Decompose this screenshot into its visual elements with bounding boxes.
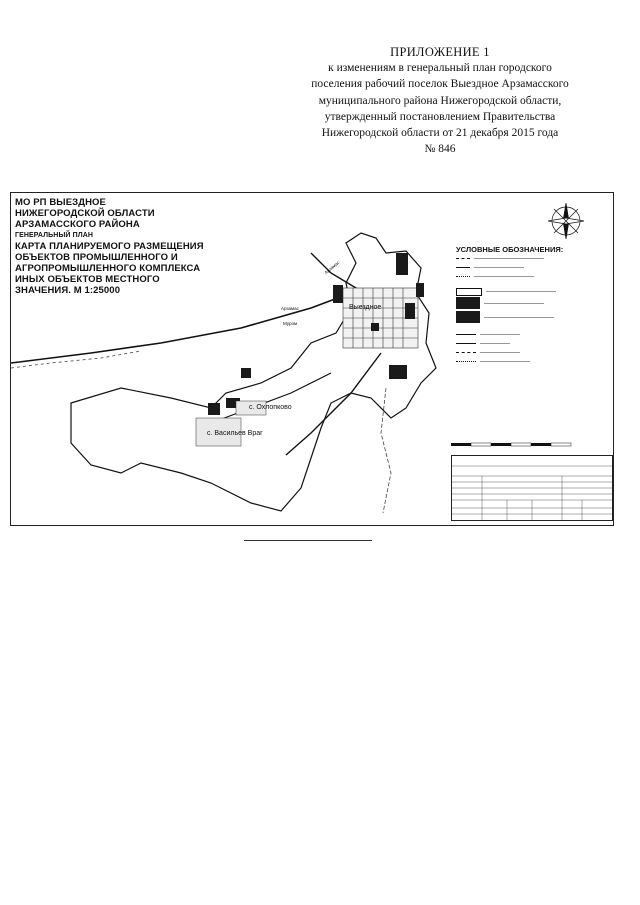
place-okhlopkovo: с. Охлопково	[249, 404, 292, 411]
header-line-3: муниципального района Нижегородской области,	[318, 94, 562, 107]
legend-row	[456, 263, 606, 272]
road-label-arzamas-2: Арзамас	[281, 306, 299, 311]
place-vyezdnoe: Выездное	[349, 304, 382, 311]
railway	[381, 388, 391, 513]
header-line-1: к изменениям в генеральный план городского	[328, 62, 552, 75]
title-block-stamp	[451, 455, 613, 521]
map-title-line: МО РП ВЫЕЗДНОЕ	[15, 197, 106, 208]
legend-row	[456, 296, 606, 310]
header-line-5: Нижегородской области от 21 декабря 2015 года	[321, 127, 559, 140]
road-south	[286, 353, 381, 455]
map-title-line: НИЖЕГОРОДСКОЙ ОБЛАСТИ	[15, 208, 155, 219]
road-label-murom: Муром	[283, 321, 298, 326]
appendix-header	[270, 44, 610, 157]
header-line-6: № 846	[424, 143, 456, 156]
map-title-line: АРЗАМАССКОГО РАЙОНА	[15, 219, 140, 230]
stamp-grid	[452, 456, 612, 520]
legend-row	[456, 254, 606, 263]
legend-row	[456, 330, 606, 339]
road-label-arzamas: Арзамас	[323, 259, 341, 276]
legend-row	[456, 310, 606, 324]
legend-row	[456, 357, 606, 366]
map-legend	[456, 245, 606, 366]
legend-row	[456, 287, 606, 296]
separator-line	[244, 540, 372, 541]
scale-bar	[451, 443, 571, 446]
map-title-line: ИНЫХ ОБЪЕКТОВ МЕСТНОГО	[15, 274, 160, 285]
appendix-title: ПРИЛОЖЕНИЕ 1	[390, 45, 490, 59]
map-subtitle: ГЕНЕРАЛЬНЫЙ ПЛАН	[15, 232, 94, 239]
legend-row	[456, 339, 606, 348]
map-title-line: КАРТА ПЛАНИРУЕМОГО РАЗМЕЩЕНИЯ	[15, 241, 204, 252]
header-line-4: утвержденный постановлением Правительства	[324, 110, 556, 123]
header-line-2: поселения рабочий поселок Выездное Арзамасского	[311, 78, 569, 91]
map-frame	[10, 192, 614, 526]
road-murom	[11, 293, 351, 363]
legend-row	[456, 348, 606, 357]
map-title-line: ЗНАЧЕНИЯ. М 1:25000	[15, 285, 121, 296]
place-vasiliev-vrag: с. Васильев Враг	[207, 430, 263, 437]
district-boundary	[11, 351, 141, 368]
map-title-line: АГРОПРОМЫШЛЕННОГО КОМПЛЕКСА	[15, 263, 201, 274]
compass-rose-icon	[548, 203, 584, 239]
map-title-line: ОБЪЕКТОВ ПРОМЫШЛЕННОГО И	[15, 252, 178, 263]
map-title-block	[15, 197, 204, 296]
legend-row	[456, 272, 606, 281]
legend-title: УСЛОВНЫЕ ОБОЗНАЧЕНИЯ:	[456, 245, 564, 254]
